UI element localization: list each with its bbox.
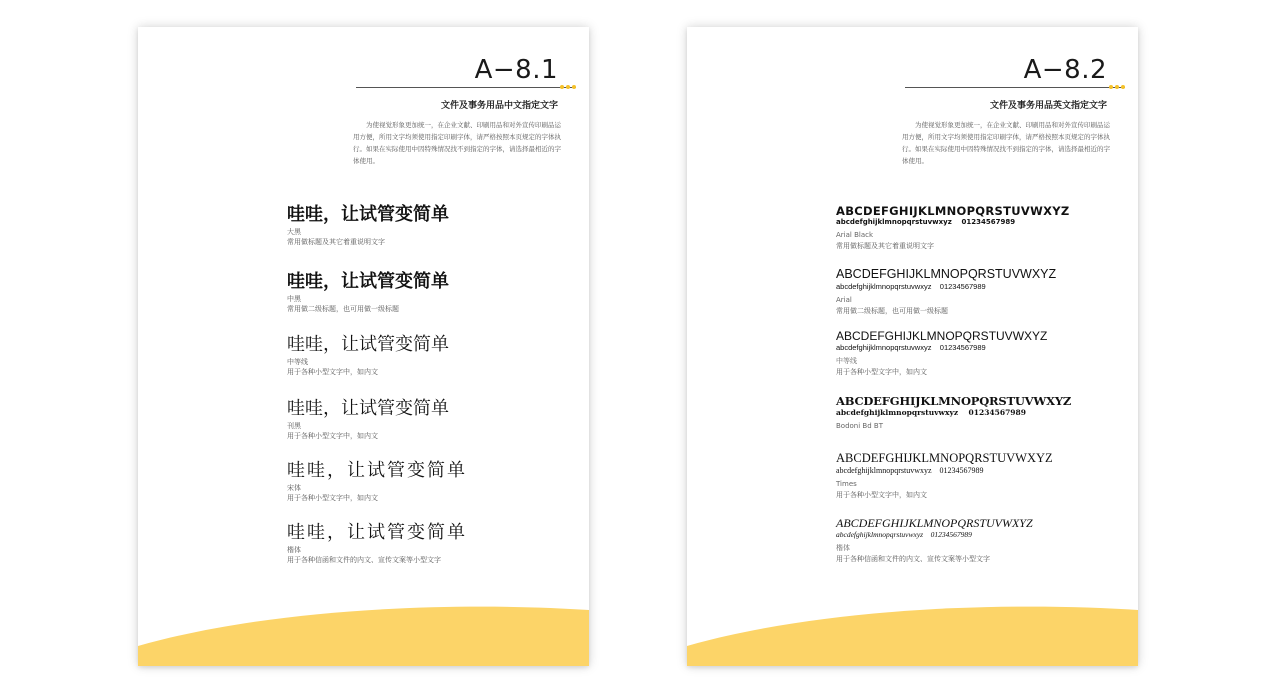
- sample-text: 哇哇，让试管变简单: [287, 204, 449, 225]
- font-sample-zhongdengxian: [836, 330, 1126, 378]
- page-subtitle: 文件及事务用品英文指定文字: [989, 101, 1107, 111]
- font-name: 中黑: [287, 294, 301, 303]
- sample-uppercase: ABCDEFGHIJKLMNOPQRSTUVWXYZ: [836, 204, 1070, 218]
- font-description: 用于各种信函和文件的内文、宣传文案等小型文字: [836, 555, 990, 564]
- font-sample-kanhei: [287, 399, 577, 441]
- font-description: 常用做二级标题，也可用做一级标题: [287, 304, 399, 313]
- sample-text: 哇哇，让试管变简单: [287, 522, 467, 543]
- page-subtitle: 文件及事务用品中文指定文字: [440, 101, 558, 111]
- accent-dots: [558, 85, 578, 90]
- font-sample-kaiti: [287, 523, 577, 565]
- font-description: 用于各种小型文字中，如内文: [836, 368, 927, 377]
- intro-paragraph: 为使视觉形象更加统一，在企业文献、印刷用品和对外宣传印刷品运用方便，所用文字均须使用指定印刷字体，请严格按照本页规定的字体执行。如果在实际使用中因特殊情况找不到指定的字体，请选择最相近的字体使用。: [353, 121, 561, 165]
- page-english-fonts: [687, 27, 1138, 666]
- sample-text: 哇哇，让试管变简单: [287, 460, 467, 481]
- font-sample-songti: [287, 461, 577, 503]
- font-name: 中等线: [287, 357, 308, 366]
- accent-dots: [1107, 85, 1127, 90]
- sample-lowercase: abcdefghijklmnopqrstuvwxyz 01234567989: [836, 217, 1016, 226]
- font-name: 大黑: [287, 227, 301, 236]
- font-name: Times: [836, 480, 857, 489]
- font-description: 常用做标题及其它着重说明文字: [287, 237, 385, 246]
- page-code: A−8.1: [474, 55, 558, 85]
- font-name: 楷体: [836, 544, 850, 553]
- font-name: 刊黑: [287, 421, 301, 430]
- sample-uppercase: ABCDEFGHIJKLMNOPQRSTUVWXYZ: [836, 516, 1033, 530]
- font-description: 常用做二级标题，也可用做一级标题: [836, 306, 948, 315]
- page-code: A−8.2: [1023, 55, 1107, 85]
- font-description: 用于各种信函和文件的内文、宣传文案等小型文字: [287, 555, 441, 564]
- font-sample-zhonghei: [287, 272, 577, 314]
- sample-lowercase: abcdefghijklmnopqrstuvwxyz 01234567989: [836, 530, 972, 540]
- yellow-wave-decoration: [138, 606, 589, 666]
- font-sample-bodoni: [836, 395, 1126, 432]
- font-sample-kaiti: [836, 517, 1126, 565]
- intro-paragraph: 为使视觉形象更加统一，在企业文献、印刷用品和对外宣传印刷品运用方便，所用文字均须使用指定印刷字体，请严格按照本页规定的字体执行。如果在实际使用中因特殊情况找不到指定的字体，请选择最相近的字体使用。: [902, 121, 1110, 165]
- font-sample-dahei: [287, 205, 577, 247]
- sample-lowercase: abcdefghijklmnopqrstuvwxyz 01234567989: [836, 281, 986, 291]
- sample-uppercase: ABCDEFGHIJKLMNOPQRSTUVWXYZ: [836, 394, 1072, 408]
- font-name: 楷体: [287, 545, 301, 554]
- font-name: Arial: [836, 295, 852, 304]
- header-rule: [356, 87, 576, 88]
- font-name: Arial Black: [836, 231, 874, 240]
- sample-uppercase: ABCDEFGHIJKLMNOPQRSTUVWXYZ: [836, 329, 1048, 343]
- font-description: 常用做标题及其它着重说明文字: [836, 242, 934, 251]
- font-sample-times: [836, 452, 1126, 501]
- font-name: Bodoni Bd BT: [836, 421, 883, 430]
- header-rule: [905, 87, 1125, 88]
- font-sample-arial: [836, 268, 1126, 317]
- sample-lowercase: abcdefghijklmnopqrstuvwxyz 01234567989: [836, 343, 986, 353]
- font-description: 用于各种小型文字中，如内文: [287, 493, 378, 502]
- font-description: 用于各种小型文字中，如内文: [287, 431, 378, 440]
- page-chinese-fonts: [138, 27, 589, 666]
- font-sample-zhongdengxian: [287, 335, 577, 377]
- font-description: 用于各种小型文字中，如内文: [287, 367, 378, 376]
- sample-lowercase: abcdefghijklmnopqrstuvwxyz 01234567989: [836, 465, 984, 475]
- font-sample-arial-black: [836, 205, 1126, 252]
- font-name: 中等线: [836, 357, 857, 366]
- yellow-wave-decoration: [687, 606, 1138, 666]
- sample-uppercase: ABCDEFGHIJKLMNOPQRSTUVWXYZ: [836, 267, 1057, 281]
- font-description: 用于各种小型文字中，如内文: [836, 491, 927, 500]
- sample-uppercase: ABCDEFGHIJKLMNOPQRSTUVWXYZ: [836, 451, 1053, 465]
- sample-text: 哇哇，让试管变简单: [287, 398, 449, 419]
- font-name: 宋体: [287, 483, 301, 492]
- sample-text: 哇哇，让试管变简单: [287, 334, 449, 355]
- sample-text: 哇哇，让试管变简单: [287, 271, 449, 292]
- sample-lowercase: abcdefghijklmnopqrstuvwxyz 01234567989: [836, 407, 1026, 417]
